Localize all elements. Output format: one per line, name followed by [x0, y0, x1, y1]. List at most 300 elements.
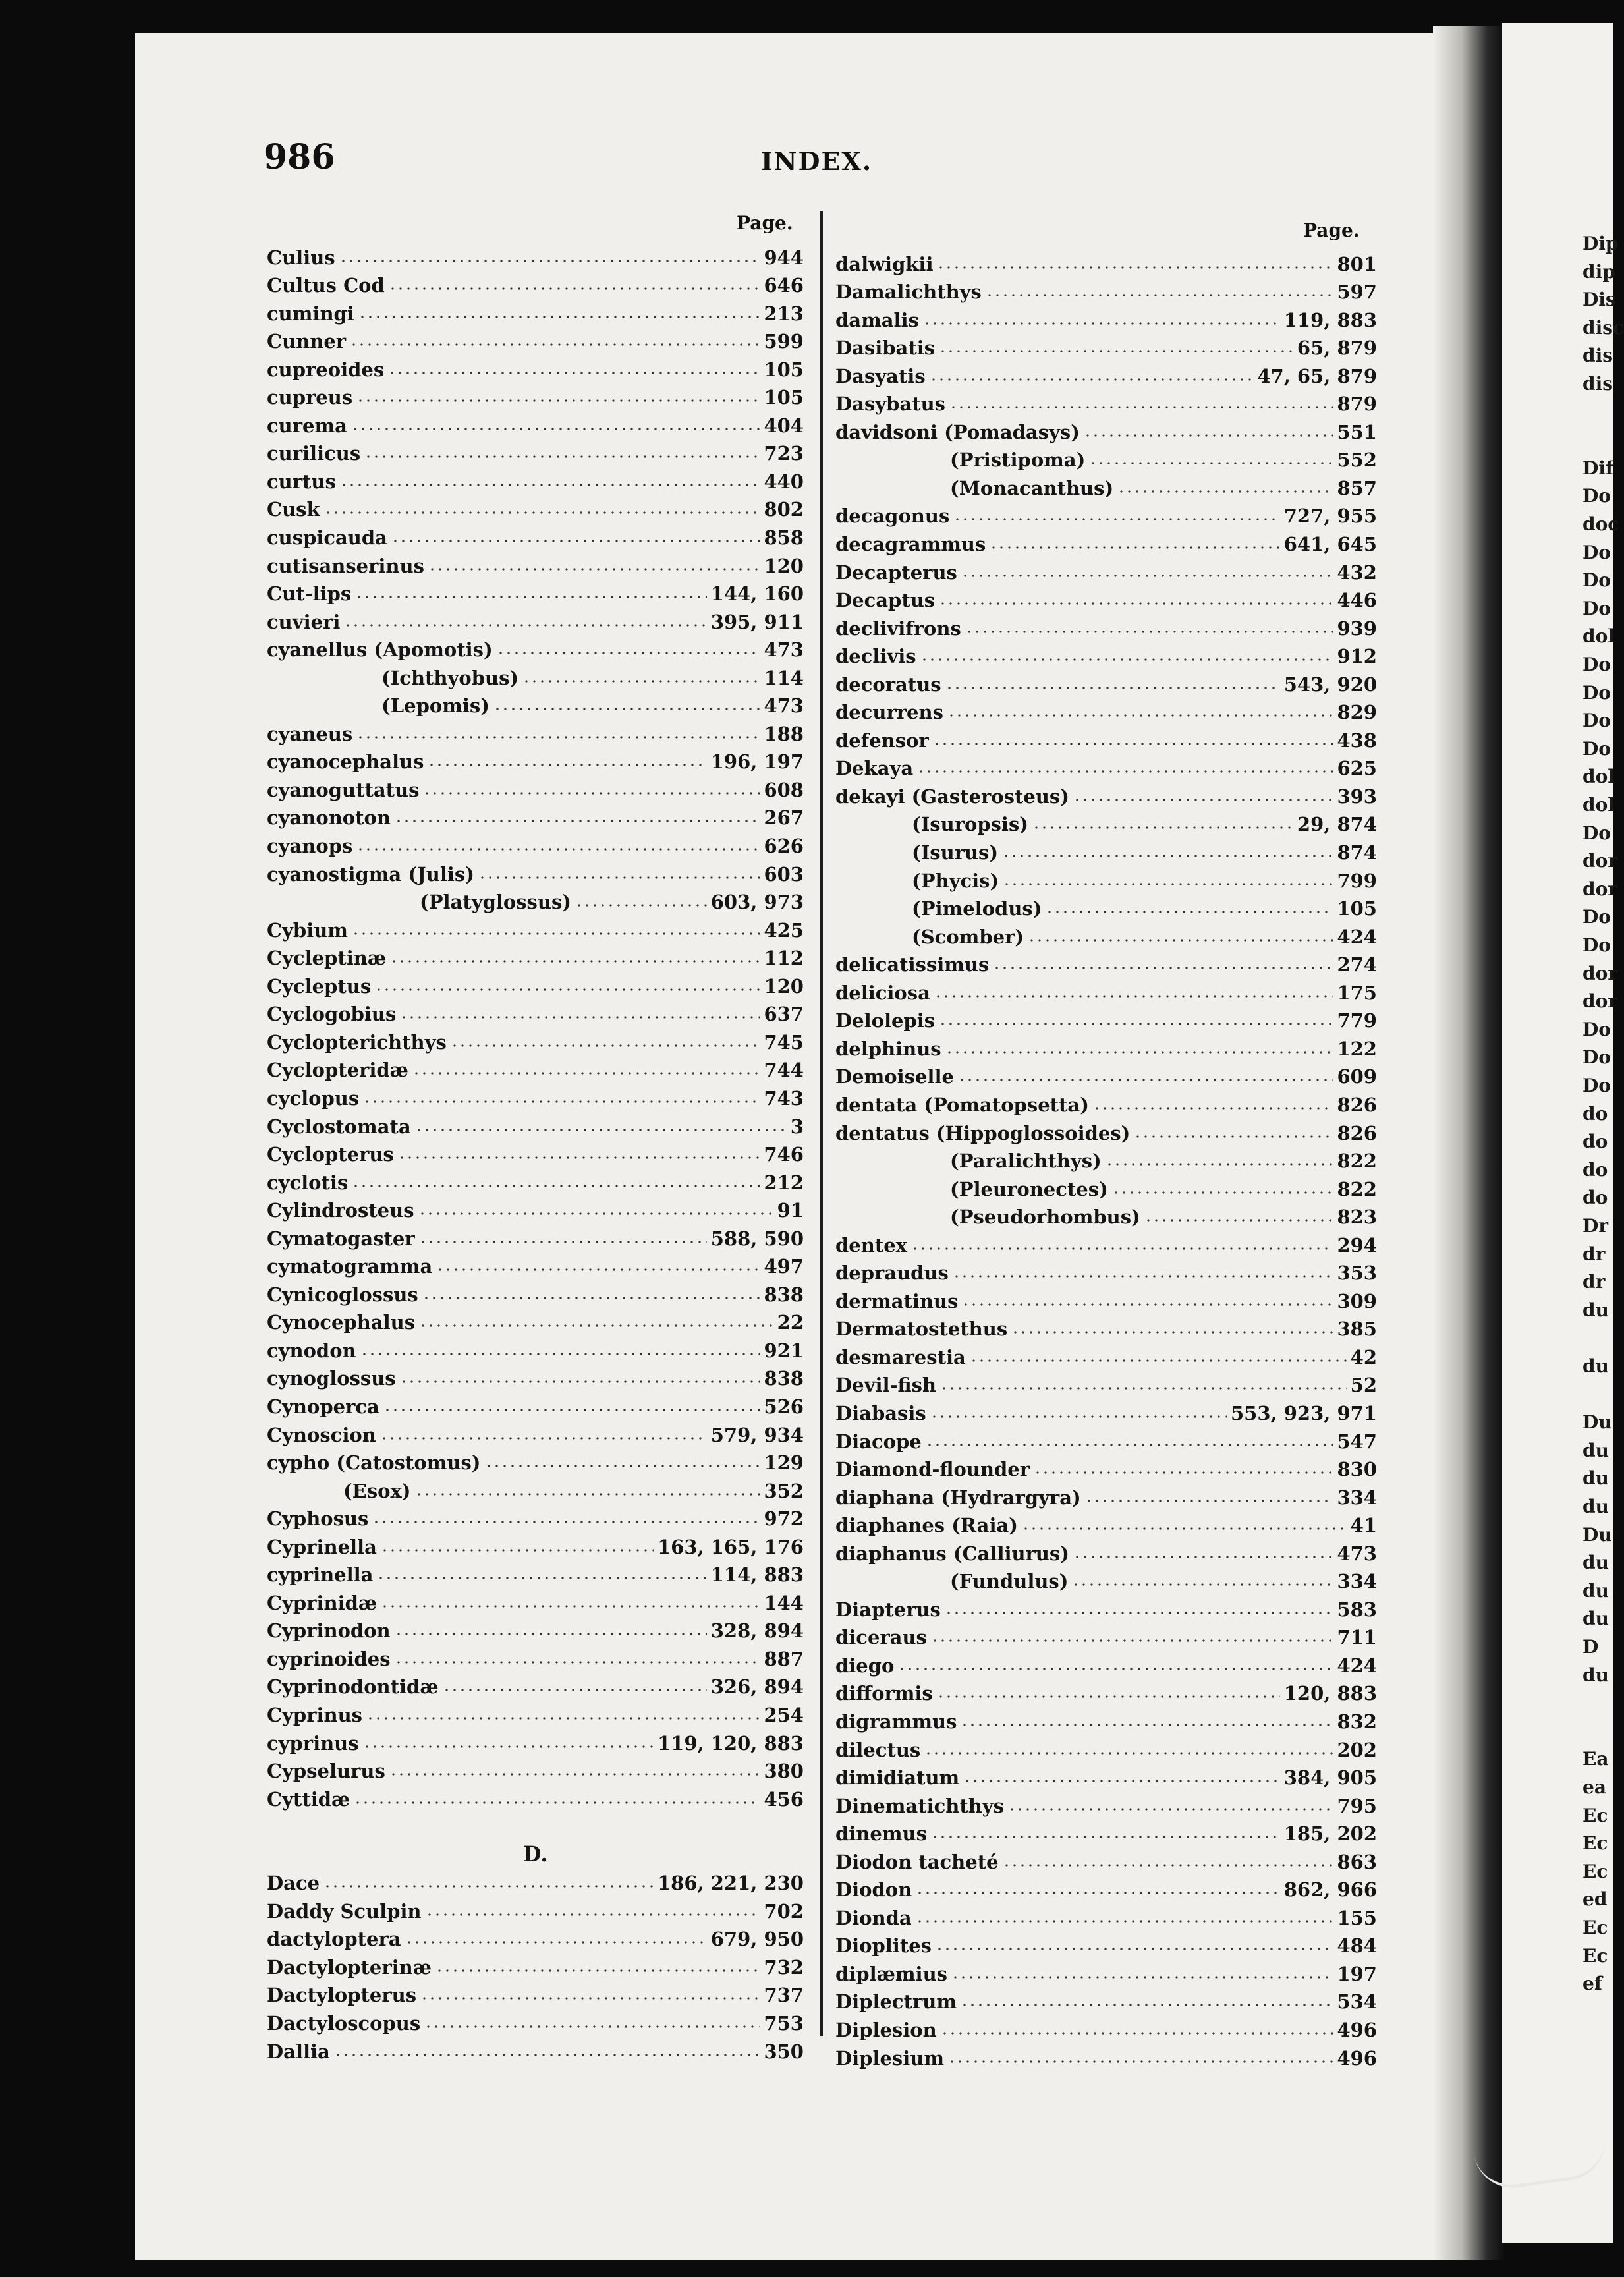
index-entry — [267, 1867, 804, 1895]
index-entry — [835, 752, 1377, 780]
dot-leader — [1072, 1583, 1333, 1587]
index-term: diaphanes (Raia) — [835, 1514, 1019, 1537]
index-term: Dasybatus — [835, 393, 945, 416]
index-entry — [267, 577, 804, 605]
dot-leader — [436, 1268, 760, 1272]
dot-leader — [953, 517, 1279, 521]
dot-leader — [350, 343, 760, 347]
index-entry — [267, 1250, 804, 1278]
index-term: defensor — [835, 729, 929, 752]
page-reference: 838 — [764, 1367, 804, 1390]
facing-page-fragment: Do — [1582, 654, 1611, 675]
page-reference: 608 — [764, 778, 804, 801]
dot-leader — [428, 763, 706, 767]
page-reference: 552 — [1337, 449, 1377, 472]
index-entry — [267, 1558, 804, 1587]
dot-leader — [986, 293, 1333, 297]
dot-leader — [389, 1772, 760, 1776]
page-reference: 553, 923, 971 — [1231, 1401, 1377, 1424]
index-term: Cunner — [267, 330, 347, 353]
left-index-column — [267, 240, 804, 2063]
facing-page-fragment: Do — [1582, 485, 1611, 507]
index-entry — [267, 1670, 804, 1699]
index-term: Decaptus — [835, 589, 936, 612]
index-entry — [267, 437, 804, 465]
dot-leader — [435, 1969, 760, 1973]
page-reference: 197 — [1337, 1962, 1377, 1985]
index-entry — [835, 2013, 1377, 2041]
page-reference: 186, 221, 230 — [658, 1872, 804, 1895]
index-entry — [835, 1817, 1377, 1845]
page-reference: 456 — [764, 1787, 804, 1811]
dot-leader — [339, 259, 760, 263]
index-entry — [267, 1418, 804, 1446]
facing-page-fragment: dor — [1582, 850, 1618, 872]
index-term: Cut-lips — [267, 582, 352, 605]
dot-leader — [1028, 938, 1333, 942]
facing-page-fragment: Do — [1582, 906, 1611, 928]
facing-page-fragment: du — [1582, 1355, 1609, 1377]
dot-leader — [1144, 1218, 1333, 1222]
facing-page-fragment: Dr — [1582, 1215, 1609, 1237]
page-reference: 202 — [1337, 1738, 1377, 1761]
index-term: diaphana (Hydrargyra) — [835, 1486, 1081, 1509]
index-term: cupreus — [267, 386, 353, 409]
index-entry — [835, 527, 1377, 555]
index-term: Cynocephalus — [267, 1311, 416, 1334]
page-reference: 822 — [1337, 1150, 1377, 1173]
index-term: (Esox) — [343, 1479, 411, 1502]
index-term: desmarestia — [835, 1345, 966, 1368]
dot-leader — [1084, 434, 1333, 437]
facing-page-fragment: do — [1582, 1158, 1608, 1181]
index-entry — [267, 464, 804, 493]
facing-page-fragment: dor — [1582, 962, 1618, 984]
facing-page-fragment: Do — [1582, 934, 1611, 956]
index-entry — [835, 948, 1377, 976]
dot-leader — [324, 511, 760, 515]
left-page-column-heading: Page. — [737, 212, 793, 234]
index-term: Cyclopterichthys — [267, 1030, 447, 1054]
facing-page-fragment: dis — [1582, 345, 1613, 367]
page-reference: 972 — [764, 1507, 804, 1531]
index-term: dilectus — [835, 1738, 921, 1761]
index-term: (Monacanthus) — [950, 476, 1114, 499]
facing-page-fragment: du — [1582, 1664, 1609, 1686]
index-entry — [835, 499, 1377, 528]
page-reference: 484 — [1337, 1934, 1377, 1957]
index-term: difformis — [835, 1682, 933, 1705]
dot-leader — [911, 1247, 1333, 1251]
index-term: Dinematichthys — [835, 1794, 1004, 1817]
index-term: Cycleptus — [267, 974, 372, 998]
index-entry — [267, 942, 804, 970]
index-entry — [267, 1390, 804, 1418]
facing-page-fragment: ef — [1582, 1973, 1602, 1995]
dot-leader — [934, 994, 1333, 998]
dot-leader — [1117, 490, 1333, 493]
index-term: (Paralichthys) — [950, 1150, 1102, 1173]
index-entry — [267, 745, 804, 773]
index-term: (Pleuronectes) — [950, 1177, 1108, 1200]
index-term: Dioplites — [835, 1934, 932, 1957]
facing-page-fragment: Do — [1582, 569, 1611, 592]
page-reference: 120 — [764, 974, 804, 998]
index-term: cymatogramma — [267, 1255, 433, 1278]
dot-leader — [395, 1660, 760, 1664]
index-term: Dionda — [835, 1906, 912, 1929]
page-reference: 534 — [1337, 1990, 1377, 2013]
page-reference: 939 — [1337, 617, 1377, 640]
index-entry — [835, 920, 1377, 948]
index-term: damalis — [835, 308, 919, 331]
index-entry — [267, 325, 804, 353]
index-entry — [835, 584, 1377, 612]
facing-page-fragment: du — [1582, 1552, 1609, 1574]
facing-page-fragment: Do — [1582, 710, 1611, 732]
dot-leader — [939, 602, 1333, 605]
index-term: Cyclopteridæ — [267, 1059, 408, 1082]
facing-page-fragment: Do — [1582, 681, 1611, 704]
page-reference: 858 — [764, 526, 804, 549]
facing-page-fragment: Do — [1582, 1018, 1611, 1040]
dot-leader — [962, 1303, 1333, 1307]
index-entry — [835, 1677, 1377, 1705]
index-term: cumingi — [267, 302, 354, 325]
facing-page-fragment: Dip — [1582, 233, 1619, 254]
index-term: curema — [267, 414, 347, 437]
index-term: Cycleptinæ — [267, 947, 387, 970]
page-reference: 267 — [764, 806, 804, 829]
index-entry — [835, 1004, 1377, 1032]
index-entry — [835, 1536, 1377, 1565]
index-entry — [835, 1592, 1377, 1621]
dot-leader — [924, 1751, 1333, 1755]
index-entry — [267, 1446, 804, 1475]
dot-leader — [423, 791, 760, 795]
index-term: Decapterus — [835, 561, 957, 584]
page-reference: 385 — [1337, 1318, 1377, 1341]
index-term: dentex — [835, 1233, 907, 1256]
page-reference: 857 — [1337, 476, 1377, 499]
index-entry — [835, 275, 1377, 304]
index-term: depraudus — [835, 1262, 949, 1285]
dot-leader — [1085, 1499, 1333, 1503]
dot-leader — [424, 2025, 760, 2029]
dot-leader — [354, 1801, 760, 1805]
dot-leader — [1134, 1135, 1333, 1138]
index-entry — [835, 1873, 1377, 1901]
index-entry — [835, 2041, 1377, 2069]
index-term: Cyclostomata — [267, 1115, 411, 1138]
index-term: diplæmius — [835, 1962, 947, 1985]
dot-leader — [389, 287, 760, 291]
index-term: Diplesium — [835, 2046, 945, 2069]
index-entry — [267, 773, 804, 801]
index-term: decagonus — [835, 505, 950, 528]
index-term: cyanellus (Apomotis) — [267, 638, 493, 661]
dot-leader — [936, 1947, 1333, 1951]
page-reference: 732 — [764, 1955, 804, 1979]
page-reference: 393 — [1337, 785, 1377, 808]
facing-page-fragment: Do — [1582, 1046, 1611, 1069]
dot-leader — [933, 742, 1333, 746]
facing-page-fragment: do — [1582, 1131, 1608, 1153]
page-reference: 3 — [790, 1115, 804, 1138]
facing-page-fragment: du — [1582, 1439, 1609, 1461]
index-entry — [267, 520, 804, 549]
dot-leader — [1089, 461, 1333, 465]
page-reference: 473 — [764, 638, 804, 661]
dot-leader — [949, 405, 1333, 409]
page-reference: 496 — [1337, 2046, 1377, 2069]
facing-page-fragment: Dis — [1582, 289, 1616, 311]
dot-leader — [428, 567, 760, 571]
index-term: curtus — [267, 470, 336, 493]
index-entry — [835, 1957, 1377, 1985]
index-term: (Scomber) — [912, 925, 1024, 948]
facing-page-fragment: dor — [1582, 990, 1618, 1013]
index-entry — [835, 835, 1377, 864]
index-term: dekayi (Gasterosteus) — [835, 785, 1069, 808]
dot-leader — [917, 770, 1333, 773]
index-term: curilicus — [267, 442, 361, 465]
index-term: Cypselurus — [267, 1760, 385, 1783]
index-entry — [835, 331, 1377, 360]
facing-page-fragment: Ec — [1582, 1944, 1608, 1967]
facing-page-fragment: Ec — [1582, 1860, 1608, 1882]
facing-page-fragment: dr — [1582, 1271, 1606, 1293]
dot-leader — [360, 1352, 760, 1356]
facing-page-fragment: du — [1582, 1467, 1609, 1490]
dot-leader — [358, 315, 760, 319]
dot-leader — [961, 574, 1333, 578]
index-term: Diodon tacheté — [835, 1850, 999, 1873]
index-entry — [267, 661, 804, 689]
dot-leader — [898, 1667, 1333, 1671]
column-divider — [820, 211, 823, 2036]
page-reference: 583 — [1337, 1598, 1377, 1621]
index-entry — [267, 1025, 804, 1054]
page-reference: 334 — [1337, 1486, 1377, 1509]
page-reference: 702 — [764, 1899, 804, 1923]
page-reference: 22 — [777, 1311, 804, 1334]
index-entry — [835, 1368, 1377, 1397]
dot-leader — [993, 966, 1333, 970]
index-term: diego — [835, 1654, 895, 1677]
index-entry — [835, 1116, 1377, 1144]
index-entry — [267, 801, 804, 829]
index-entry — [267, 1306, 804, 1334]
index-term: cuvieri — [267, 610, 341, 633]
index-entry — [835, 247, 1377, 275]
index-term: Dactylopterinæ — [267, 1955, 432, 1979]
dot-leader — [380, 1436, 707, 1440]
facing-page-fragment: D — [1582, 1636, 1599, 1658]
index-term: Culius — [267, 246, 335, 269]
index-term: Cynoscion — [267, 1423, 376, 1446]
page-reference: 334 — [1337, 1570, 1377, 1593]
index-entry — [835, 611, 1377, 640]
dot-leader — [372, 1520, 760, 1524]
page-reference: 497 — [764, 1255, 804, 1278]
dot-leader — [334, 2053, 760, 2057]
dot-leader — [1093, 1106, 1333, 1110]
index-entry — [835, 471, 1377, 499]
dot-leader — [916, 1919, 1333, 1923]
page-reference: 641, 645 — [1283, 533, 1377, 556]
page-reference: 105 — [764, 358, 804, 381]
index-term: davidsoni (Pomadasys) — [835, 420, 1080, 443]
dot-leader — [926, 1443, 1333, 1447]
page-reference: 547 — [1337, 1430, 1377, 1453]
page-reference: 887 — [764, 1647, 804, 1670]
dot-leader — [451, 1044, 760, 1048]
page-reference: 863 — [1337, 1850, 1377, 1873]
index-term: cyaneus — [267, 722, 353, 745]
index-entry — [835, 1312, 1377, 1341]
page-reference: 826 — [1337, 1093, 1377, 1116]
index-term: Dasyatis — [835, 364, 926, 387]
index-entry — [267, 829, 804, 857]
index-entry — [267, 605, 804, 633]
index-term: Diapterus — [835, 1598, 941, 1621]
facing-page-fragment: du — [1582, 1608, 1609, 1630]
page-reference: 105 — [764, 386, 804, 409]
dot-leader — [485, 1464, 760, 1468]
page-reference: 294 — [1337, 1233, 1377, 1256]
page-reference: 551 — [1337, 420, 1377, 443]
index-term: Devil-fish — [835, 1374, 937, 1397]
dot-leader — [920, 658, 1333, 661]
index-entry — [835, 443, 1377, 472]
dot-leader — [937, 1695, 1280, 1699]
index-term: dactyloptera — [267, 1928, 401, 1951]
page-reference: 274 — [1337, 953, 1377, 976]
index-entry — [267, 857, 804, 886]
index-term: Delolepis — [835, 1009, 936, 1032]
dot-leader — [366, 1716, 760, 1720]
index-term: dimidiatum — [835, 1766, 960, 1789]
page-reference: 802 — [764, 498, 804, 521]
index-entry — [835, 1340, 1377, 1368]
index-term: Cyclopterus — [267, 1143, 394, 1166]
index-entry — [835, 1256, 1377, 1285]
facing-page-fragment: dor — [1582, 878, 1618, 900]
index-entry — [267, 352, 804, 381]
index-entry — [267, 1474, 804, 1502]
page-reference: 328, 894 — [710, 1619, 804, 1643]
index-entry — [835, 1088, 1377, 1116]
index-entry — [835, 303, 1377, 331]
dot-leader — [937, 266, 1333, 269]
index-term: cupreoides — [267, 358, 385, 381]
facing-page-fragment: Dif — [1582, 457, 1613, 479]
page-reference: 603, 973 — [710, 891, 804, 914]
book-gutter — [1433, 26, 1505, 2260]
index-entry — [835, 1228, 1377, 1256]
facing-page-fragment: dol — [1582, 794, 1615, 816]
dot-leader — [1011, 1330, 1333, 1334]
facing-page-fragment: do — [1582, 1102, 1608, 1125]
index-term: Cyclogobius — [267, 1003, 397, 1026]
dot-leader — [965, 630, 1333, 634]
index-term: Cynoperca — [267, 1395, 379, 1418]
dot-leader — [1073, 1555, 1333, 1559]
facing-page-fragment: Du — [1582, 1523, 1612, 1546]
page-reference: 425 — [764, 918, 804, 942]
dot-leader — [390, 959, 760, 963]
dot-leader — [990, 546, 1279, 549]
page-reference: 543, 920 — [1283, 673, 1377, 696]
index-term: Demoiselle — [835, 1065, 954, 1088]
dot-leader — [941, 2031, 1333, 2035]
index-entry — [267, 969, 804, 998]
facing-page-fragment: dol — [1582, 766, 1615, 788]
dot-leader — [945, 1611, 1333, 1615]
dot-leader — [493, 707, 760, 711]
index-entry — [267, 1811, 804, 1839]
index-term: cyanops — [267, 835, 353, 858]
index-term: Daddy Sculpin — [267, 1899, 422, 1923]
dot-leader — [1106, 1162, 1333, 1166]
dot-leader — [1073, 798, 1333, 802]
dot-leader — [961, 2003, 1333, 2007]
index-term: Cyprinella — [267, 1535, 377, 1558]
index-entry — [267, 1334, 804, 1362]
page-reference: 823 — [1337, 1206, 1377, 1229]
index-entry — [835, 555, 1377, 584]
index-entry — [835, 1704, 1377, 1733]
dot-leader — [422, 1296, 760, 1300]
index-entry — [267, 1894, 804, 1923]
page-reference: 129 — [764, 1451, 804, 1475]
index-entry — [267, 2006, 804, 2035]
index-term: diaphanus (Calliurus) — [835, 1542, 1069, 1565]
page-reference: 155 — [1337, 1906, 1377, 1929]
facing-page-fragment: Do — [1582, 1075, 1611, 1096]
page-reference: 746 — [764, 1143, 804, 1166]
page-reference: 52 — [1350, 1374, 1377, 1397]
index-term: Cyprinidæ — [267, 1591, 378, 1614]
facing-page-fragment: dip — [1582, 260, 1615, 283]
facing-page-fragment: Ec — [1582, 1917, 1608, 1938]
section-heading — [267, 1838, 804, 1867]
index-term: (Isuropsis) — [912, 813, 1028, 836]
index-entry — [835, 1845, 1377, 1873]
index-entry — [267, 1586, 804, 1614]
dot-leader — [970, 1359, 1347, 1363]
index-term: Dekaya — [835, 757, 914, 780]
index-term: (Pristipoma) — [950, 449, 1086, 472]
page-reference: 353 — [1337, 1262, 1377, 1285]
dot-leader — [1032, 826, 1293, 829]
index-term: Diplesion — [835, 2019, 937, 2041]
index-term: cyanocephalus — [267, 750, 424, 773]
dot-leader — [961, 1723, 1333, 1727]
page-reference: 921 — [764, 1339, 804, 1362]
facing-page-fragment: du — [1582, 1299, 1609, 1321]
index-entry — [267, 549, 804, 577]
page-reference: 829 — [1337, 701, 1377, 724]
index-term: cutisanserinus — [267, 554, 424, 577]
index-term: Diacope — [835, 1430, 922, 1453]
facing-page-fragment: doc — [1582, 513, 1619, 535]
index-term: cyclotis — [267, 1171, 349, 1194]
page-reference: 120, 883 — [1283, 1682, 1377, 1705]
index-entry — [267, 913, 804, 942]
page-reference: 609 — [1337, 1065, 1377, 1088]
